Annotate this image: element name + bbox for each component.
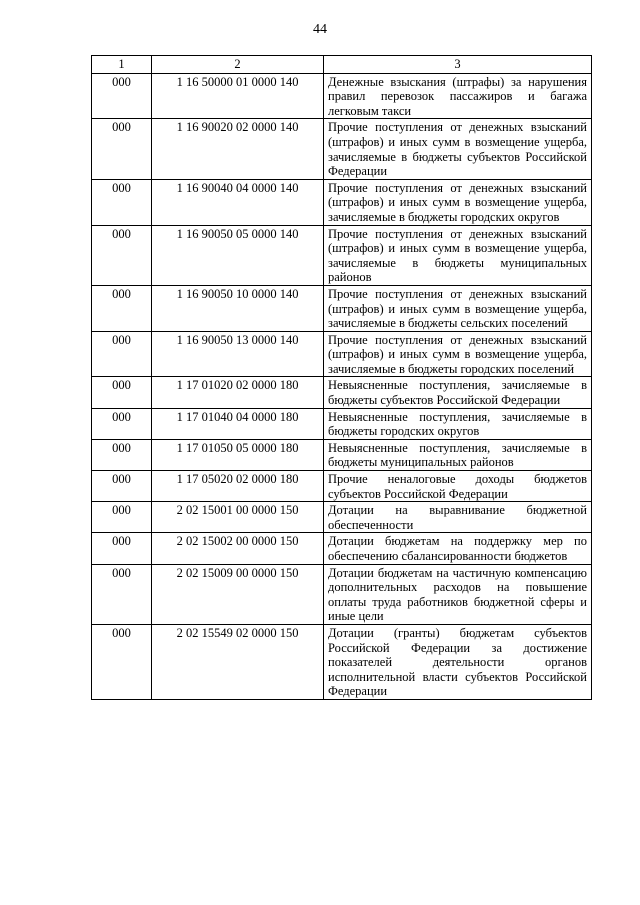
column-header-2: 2 (152, 56, 324, 74)
admin-code-cell: 000 (92, 119, 152, 179)
revenue-name-cell: Прочие неналоговые доходы бюджетов субъектов Российской Федерации (324, 471, 592, 502)
revenue-name-cell: Дотации бюджетам на поддержку мер по обеспечению сбалансированности бюджетов (324, 533, 592, 564)
revenue-code-cell: 1 16 90050 10 0000 140 (152, 285, 324, 331)
admin-code-cell: 000 (92, 331, 152, 377)
revenue-name-cell: Невыясненные поступления, зачисляемые в бюджеты субъектов Российской Федерации (324, 377, 592, 408)
revenue-name-cell: Невыясненные поступления, зачисляемые в бюджеты муниципальных районов (324, 439, 592, 470)
revenue-name-cell: Прочие поступления от денежных взысканий (штрафов) и иных сумм в возмещение ущерба, зачисляемые в бюджеты сельских поселений (324, 285, 592, 331)
table-row (92, 408, 592, 439)
table-row (92, 285, 592, 331)
admin-code-cell: 000 (92, 533, 152, 564)
admin-code-cell: 000 (92, 285, 152, 331)
revenue-name-cell: Прочие поступления от денежных взысканий (штрафов) и иных сумм в возмещение ущерба, зачисляемые в бюджеты городских поселений (324, 331, 592, 377)
table-row (92, 377, 592, 408)
revenue-name-cell: Дотации бюджетам на частичную компенсацию дополнительных расходов на повышение оплаты труда работников бюджетной сферы и иные цели (324, 564, 592, 624)
table-row (92, 225, 592, 285)
admin-code-cell: 000 (92, 225, 152, 285)
revenue-code-cell: 1 16 50000 01 0000 140 (152, 73, 324, 119)
revenue-code-cell: 1 16 90050 05 0000 140 (152, 225, 324, 285)
column-header-1: 1 (92, 56, 152, 74)
table-row (92, 471, 592, 502)
table-row (92, 564, 592, 624)
budget-codes-table (91, 55, 592, 700)
revenue-code-cell: 1 17 01020 02 0000 180 (152, 377, 324, 408)
admin-code-cell: 000 (92, 73, 152, 119)
table-row (92, 73, 592, 119)
revenue-code-cell: 1 16 90020 02 0000 140 (152, 119, 324, 179)
revenue-name-cell: Невыясненные поступления, зачисляемые в бюджеты городских округов (324, 408, 592, 439)
revenue-name-cell: Денежные взыскания (штрафы) за нарушения правил перевозок пассажиров и багажа легковым такси (324, 73, 592, 119)
revenue-name-cell: Прочие поступления от денежных взысканий (штрафов) и иных сумм в возмещение ущерба, зачисляемые в бюджеты субъектов Российской Федерации (324, 119, 592, 179)
admin-code-cell: 000 (92, 471, 152, 502)
revenue-code-cell: 1 16 90040 04 0000 140 (152, 179, 324, 225)
admin-code-cell: 000 (92, 408, 152, 439)
revenue-code-cell: 1 17 05020 02 0000 180 (152, 471, 324, 502)
table-row (92, 331, 592, 377)
revenue-name-cell: Прочие поступления от денежных взысканий (штрафов) и иных сумм в возмещение ущерба, зачисляемые в бюджеты муниципальных районов (324, 225, 592, 285)
table-header-row (92, 56, 592, 74)
table-row (92, 179, 592, 225)
admin-code-cell: 000 (92, 439, 152, 470)
revenue-code-cell: 2 02 15549 02 0000 150 (152, 624, 324, 699)
revenue-code-cell: 2 02 15009 00 0000 150 (152, 564, 324, 624)
table-row (92, 439, 592, 470)
revenue-code-cell: 1 17 01050 05 0000 180 (152, 439, 324, 470)
table-row (92, 119, 592, 179)
column-header-3: 3 (324, 56, 592, 74)
revenue-code-cell: 1 16 90050 13 0000 140 (152, 331, 324, 377)
revenue-code-cell: 2 02 15001 00 0000 150 (152, 502, 324, 533)
admin-code-cell: 000 (92, 624, 152, 699)
revenue-code-cell: 2 02 15002 00 0000 150 (152, 533, 324, 564)
table-row (92, 624, 592, 699)
revenue-name-cell: Прочие поступления от денежных взысканий (штрафов) и иных сумм в возмещение ущерба, зачисляемые в бюджеты городских округов (324, 179, 592, 225)
revenue-name-cell: Дотации (гранты) бюджетам субъектов Российской Федерации за достижение показателей деятельности органов исполнительной власти субъектов Российской Федерации (324, 624, 592, 699)
admin-code-cell: 000 (92, 502, 152, 533)
admin-code-cell: 000 (92, 564, 152, 624)
table-row (92, 533, 592, 564)
revenue-code-cell: 1 17 01040 04 0000 180 (152, 408, 324, 439)
table-row (92, 502, 592, 533)
page-number: 44 (313, 22, 327, 37)
revenue-name-cell: Дотации на выравнивание бюджетной обеспеченности (324, 502, 592, 533)
admin-code-cell: 000 (92, 377, 152, 408)
admin-code-cell: 000 (92, 179, 152, 225)
